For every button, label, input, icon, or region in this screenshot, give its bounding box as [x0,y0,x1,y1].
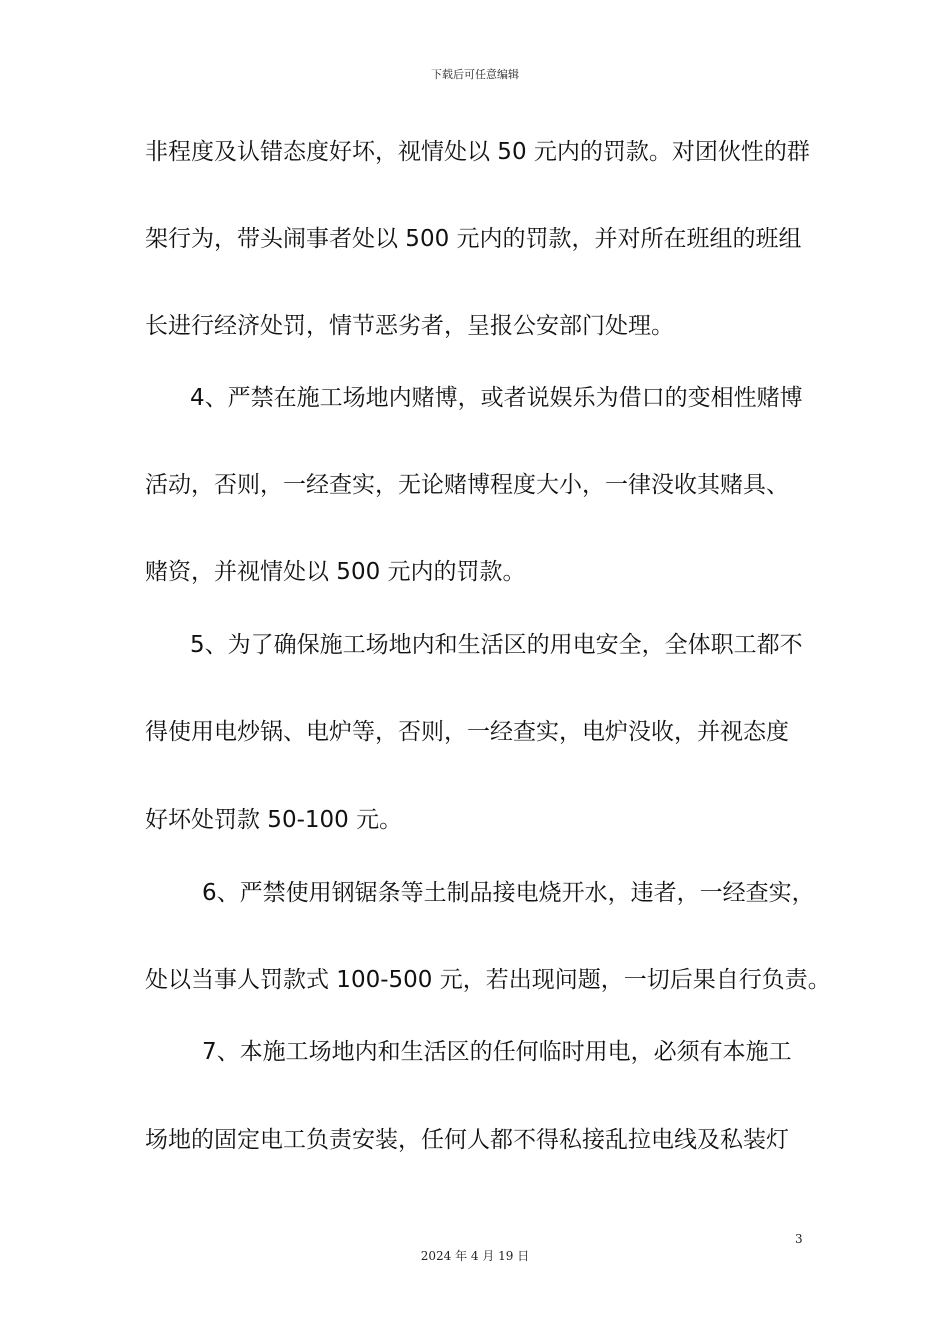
text-line: 4、严禁在施工场地内赌博，或者说娱乐为借口的变相性赌博 [190,385,803,411]
text-line: 6、严禁使用钢锯条等土制品接电烧开水，违者，一经查实， [202,880,815,906]
page-header: 下载后可任意编辑 [431,68,519,81]
footer-date: 2024 年 4 月 19 日 [420,1249,530,1263]
text-line: 架行为，带头闹事者处以 500 元内的罚款，并对所在班组的班组 [145,226,802,252]
page-number: 3 [795,1232,803,1246]
text-line: 赌资，并视情处以 500 元内的罚款。 [145,559,526,585]
text-line: 活动，否则，一经查实，无论赌博程度大小，一律没收其赌具、 [145,472,789,498]
text-line: 5、为了确保施工场地内和生活区的用电安全，全体职工都不 [190,632,803,658]
text-line: 处以当事人罚款式 100-500 元，若出现问题，一切后果自行负责。 [145,967,831,993]
text-line: 7、本施工场地内和生活区的任何临时用电，必须有本施工 [202,1039,792,1065]
text-line: 得使用电炒锅、电炉等，否则，一经查实，电炉没收，并视态度 [145,719,789,745]
text-line: 长进行经济处罚，情节恶劣者，呈报公安部门处理。 [145,313,674,339]
text-line: 非程度及认错态度好坏，视情处以 50 元内的罚款。对团伙性的群 [145,139,810,165]
text-line: 场地的固定电工负责安装，任何人都不得私接乱拉电线及私装灯 [145,1127,789,1153]
text-line: 好坏处罚款 50-100 元。 [145,807,403,833]
